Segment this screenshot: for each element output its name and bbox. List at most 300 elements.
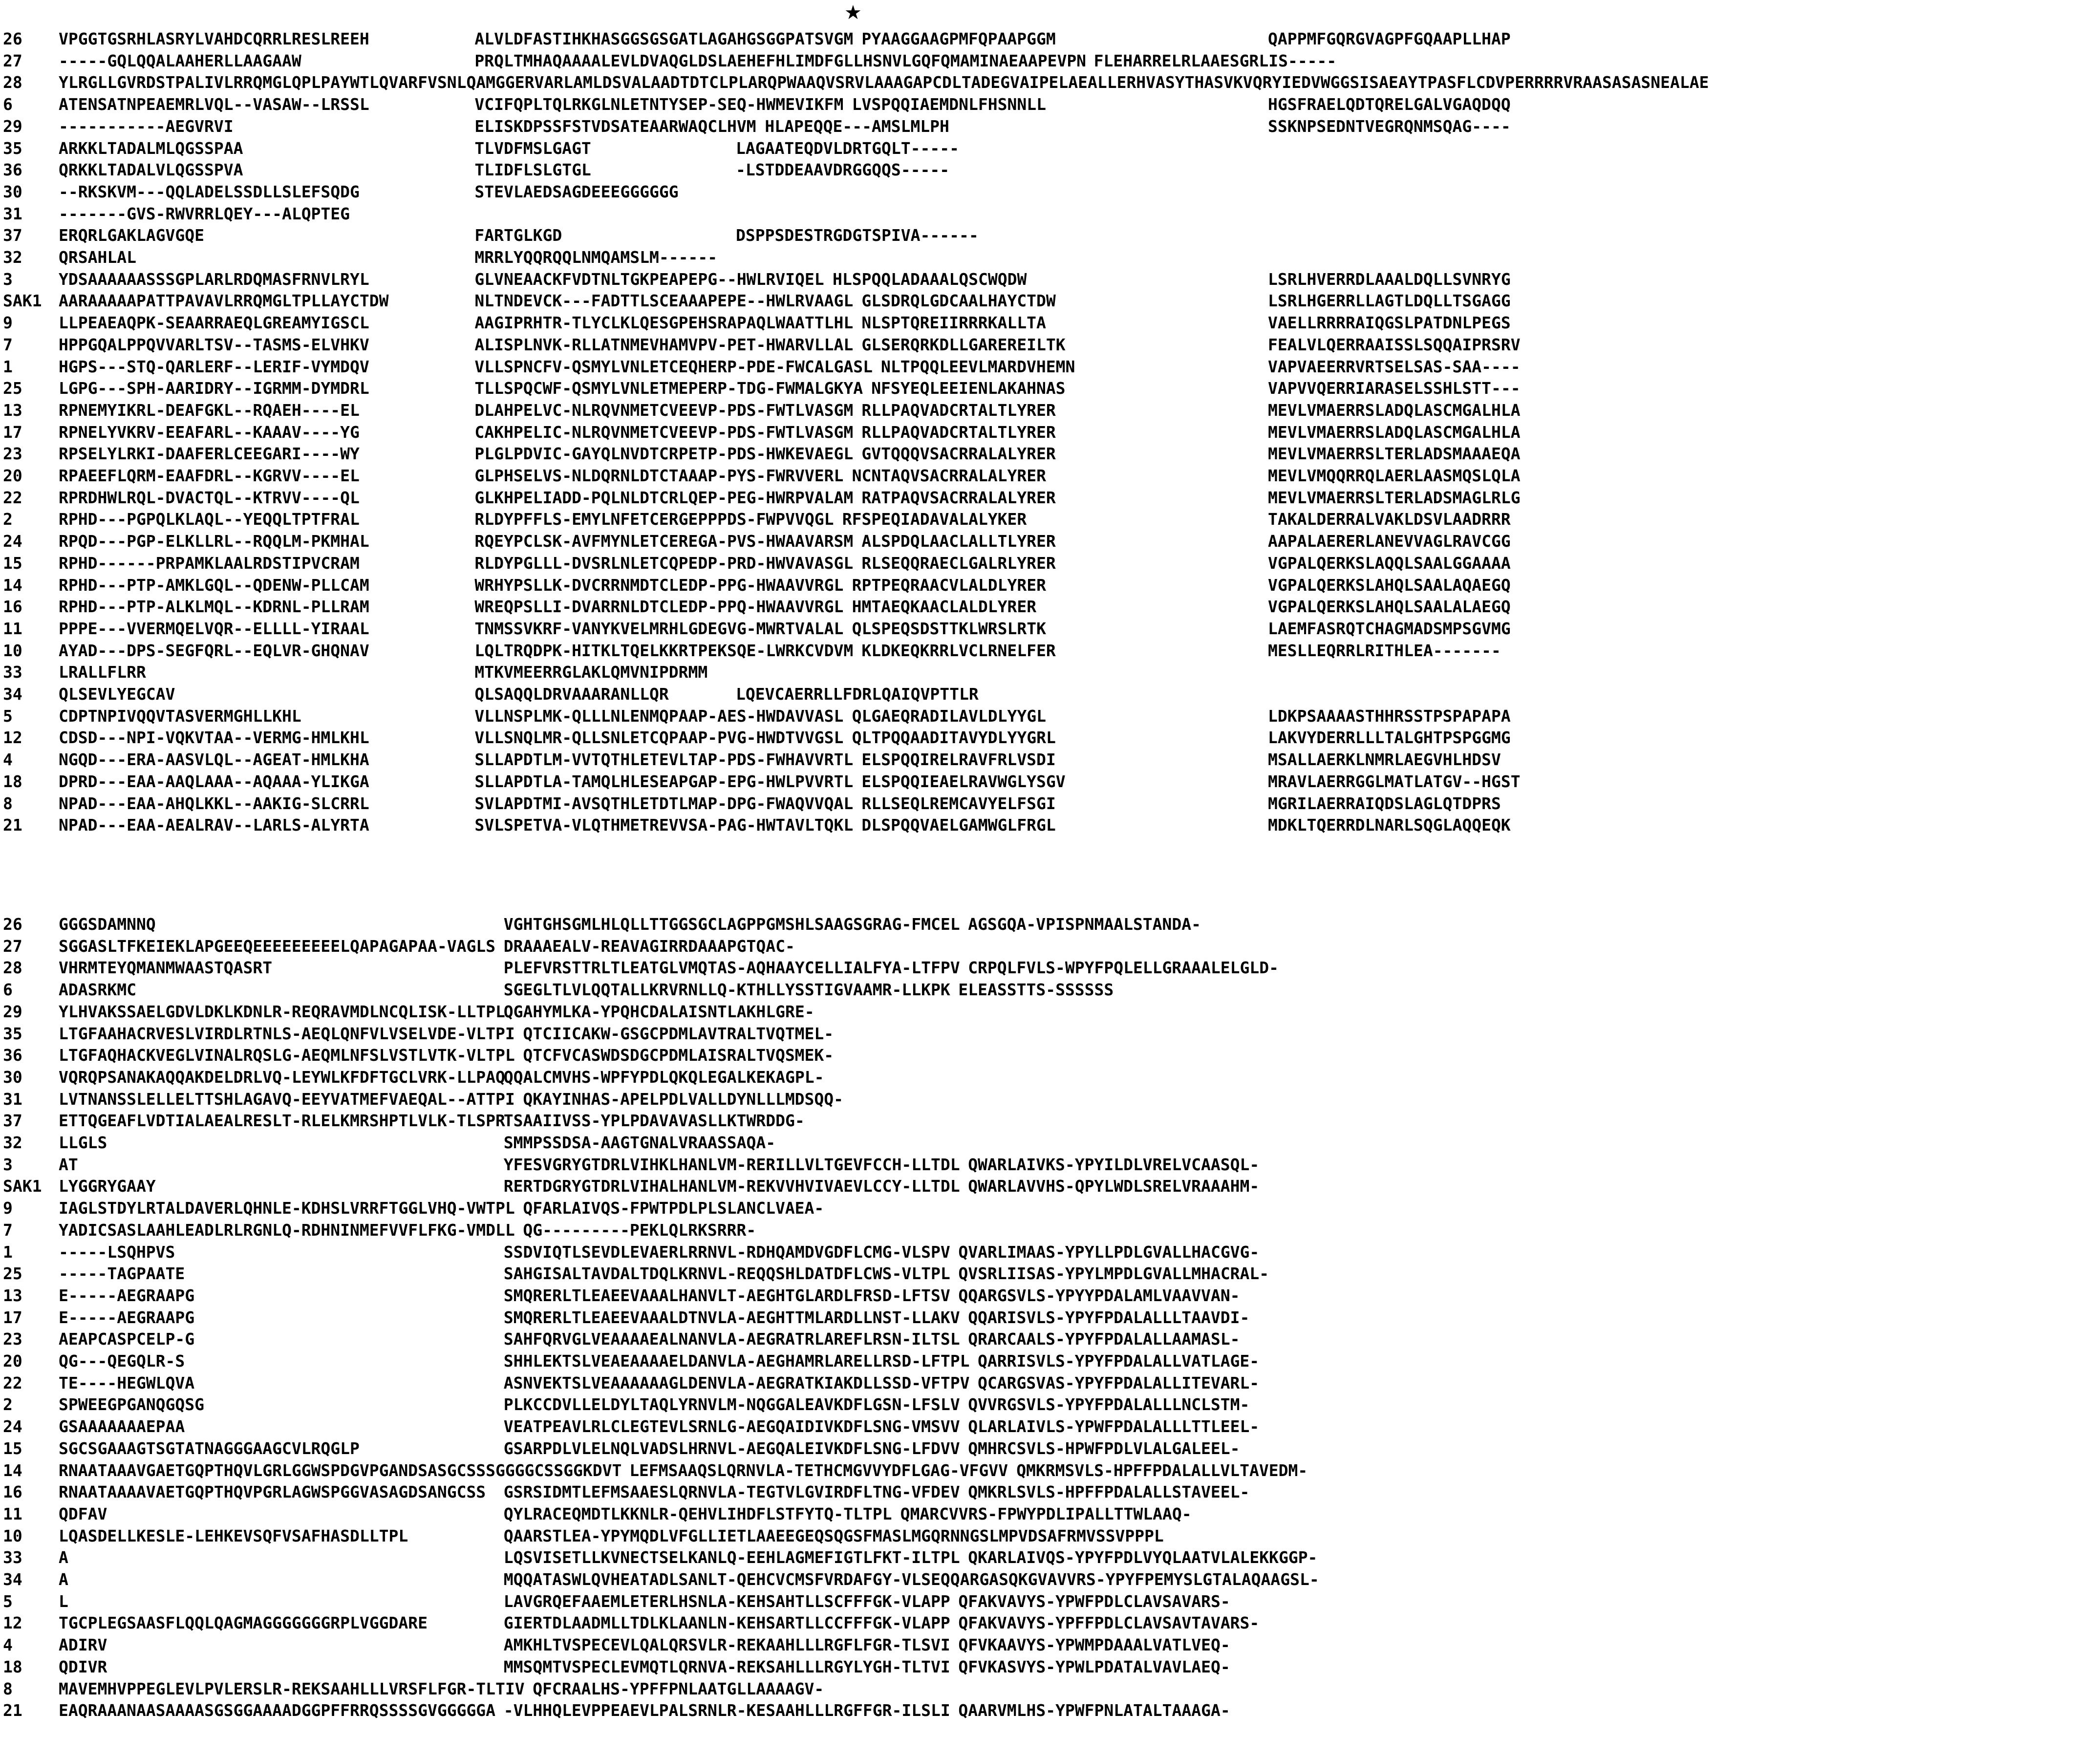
sequence-label: 36 [3, 1046, 22, 1065]
sequence-label: 10 [3, 641, 22, 660]
sequence-segment: LVTNANSSLELLELTTSHLAGAVQ-EEYVATMEFVAEQAL--ATTPI [59, 1089, 515, 1109]
alignment-row [0, 1394, 2100, 1415]
sequence-segment: VLLSPNCFV-QSMYLVNLETCEQHERP-PDE-FWCALGASL [474, 357, 873, 376]
sequence-segment: LLGLS [59, 1133, 107, 1152]
sequence-segment: SVLAPDTMI-AVSQTHLETDTLMAP-DPG-FWAQVVQAL [474, 793, 854, 813]
alignment-row [0, 1132, 2100, 1154]
sequence-segment: QG---------PEKLQLRKSRRR- [523, 1220, 756, 1240]
sequence-label: 15 [3, 1438, 22, 1458]
sequence-segment: QLSPEQSDSTTKLWRSLRTK [852, 619, 1046, 638]
sequence-segment: RERTDGRYGTDRLVIHALHANLVM-REKVVHVIVAEVLCCY-LLTDL [503, 1177, 960, 1196]
sequence-label: 1 [3, 357, 13, 376]
sequence-label: 26 [3, 915, 22, 934]
alignment-row [0, 575, 2100, 596]
alignment-row [0, 116, 2100, 137]
sequence-segment: DLSPQQVAELGAMWGLFRGL [861, 815, 1056, 835]
sequence-segment: SAHGISALTAVDALTDQLKRNVL-REQQSHLDATDFLCWS-VLTPL [503, 1264, 950, 1284]
alignment-row [0, 1634, 2100, 1656]
sequence-segment: SAHFQRVGLVEAAAAEALNANVLA-AEGRATRLAREFLRSN-ILTSL [503, 1329, 960, 1349]
sequence-segment: YLRGLLGVRDSTPALIVLRRQMGLQPLPAYWTLQVARFVSNLQAMGGERVARLAMLDSVALAADTDTCLPLARQPWAAQVSRVLAAAGAPCDLTADEGVAIPELAEALLERHVASYTHASVKVQRYIEDVWGGSISAEAYTPASFLCDVPERRRRVRAASASASNEALAE [59, 73, 1709, 92]
sequence-segment: -------GVS-RWVRRLQEY---ALQPTEG [59, 204, 350, 223]
sequence-segment: ETTQGEAFLVDTIALAEALRESLT-RLELKMRSHPTLVLK-TLSPR [59, 1111, 505, 1131]
sequence-segment: QLSEVLYEGCAV [59, 685, 175, 704]
alignment-row [0, 1023, 2100, 1045]
sequence-segment: HGPS---STQ-QARLERF--LERIF-VYMDQV [59, 357, 369, 376]
sequence-label: 5 [3, 1591, 13, 1611]
sequence-segment: HLSPQQLADAAALQSCWQDW [833, 269, 1027, 289]
sequence-segment: MQQATASWLQVHEATADLSANLT-QEHCVCMSFVRDAFGY-VLSEQQARGASQKGVAVVRS-YPYFPEMYSLGTALAQAAGSL- [503, 1570, 1319, 1589]
sequence-segment: VCIFQPLTQLRKGLNLETNTYSEP-SEQ-HWMEVIKFM [474, 95, 844, 114]
sequence-segment: MEVLVMQQRRQLAERLAASMQSLQLA [1268, 466, 1521, 485]
alignment-row [0, 1176, 2100, 1197]
sequence-segment: SLLAPDTLM-VVTQTHLETEVLTAP-PDS-FWHAVVRTL [474, 750, 854, 770]
sequence-segment: SVLSPETVA-VLQTHMETREVVSA-PAG-HWTAVLTQKL [474, 815, 854, 835]
sequence-segment: E-----AEGRAAPG [59, 1307, 195, 1327]
sequence-segment: STEVLAEDSAGDEEEGGGGGG [474, 182, 679, 201]
sequence-label: 17 [3, 422, 22, 442]
alignment-row [0, 706, 2100, 727]
sequence-segment: LQASDELLKESLE-LEHKEVSQFVSAFHASDLLTPL [59, 1526, 408, 1545]
sequence-segment: IAGLSTDYLRTALDAVERLQHNLE-KDHSLVRRFTGGLVHQ-VWTPL [59, 1199, 515, 1218]
alignment-row [0, 487, 2100, 509]
alignment-row [0, 400, 2100, 421]
sequence-segment: RFSPEQIADAVALALYKER [842, 510, 1027, 529]
sequence-segment: LRALLFLRR [59, 663, 146, 682]
sequence-segment: SLLAPDTLA-TAMQLHLESEAPGAP-EPG-HWLPVVRTL [474, 771, 854, 791]
alignment-row [0, 1481, 2100, 1503]
sequence-segment: VAELLRRRRAIQGSLPATDNLPEGS [1268, 313, 1511, 333]
sequence-segment: GGGSDAMNNQ [59, 915, 156, 934]
sequence-label: 4 [3, 750, 13, 770]
alignment-row [0, 509, 2100, 530]
sequence-segment: GLSERQRKDLLGAREREILTK [861, 335, 1066, 354]
sequence-label: 37 [3, 1111, 22, 1131]
sequence-label: 33 [3, 1548, 22, 1567]
alignment-row [0, 814, 2100, 836]
sequence-segment: NLTNDEVCK---FADTTLSCEAAAPEPE--HWLRVAAGL [474, 291, 854, 311]
sequence-segment: QVSRLIISAS-YPYLMPDLGVALLMHACRAL- [958, 1264, 1269, 1284]
sequence-segment: LEFMSAAQSLQRNVLA-TETHCMGVVYDFLGAG-VFGVV [629, 1460, 1008, 1480]
sequence-segment: QQALCMVHS-WPFYPDLQKQLEGALKEKAGPL- [503, 1067, 824, 1087]
sequence-label: 8 [3, 1679, 13, 1698]
sequence-segment: ADASRKMC [59, 980, 136, 1000]
sequence-segment: VHRMTEYQMANMWAASTQASRT [59, 958, 273, 978]
sequence-segment: NLSPTQREIIRRRKALLTA [861, 313, 1046, 333]
alignment-row [0, 225, 2100, 246]
sequence-segment: MEVLVMAERRSLTERLADSMAGLRLG [1268, 488, 1521, 507]
sequence-label: 29 [3, 116, 22, 136]
sequence-label: 20 [3, 466, 22, 485]
sequence-segment: WRHYPSLLK-DVCRRNMDTCLEDP-PPG-HWAAVVRGL [474, 575, 844, 595]
sequence-label: 36 [3, 160, 22, 180]
alignment-row [0, 1263, 2100, 1285]
alignment-row [0, 1612, 2100, 1634]
sequence-segment: QLTPQQAADITAVYDLYYGRL [852, 728, 1056, 748]
sequence-segment: NCNTAQVSACRRALALYRER [852, 466, 1046, 485]
sequence-segment: QFAKVAVYS-YPWFPDLCLAVSAVARS- [958, 1591, 1230, 1611]
sequence-segment: -LSTDDEAAVDRGGQQS----- [736, 160, 950, 180]
sequence-segment: TGCPLEGSAASFLQQLQAGMAGGGGGGGRPLVGGDARE [59, 1613, 428, 1633]
sequence-segment: MTKVMEERRGLAKLQMVNIPDRMM [474, 663, 708, 682]
sequence-label: 27 [3, 51, 22, 70]
sequence-label: 25 [3, 1264, 22, 1284]
sequence-segment: SGGASLTFKEIEKLAPGEEQEEEEEEEEELQAPAGAPAA-VAGLS [59, 936, 496, 956]
sequence-segment: QFARLAIVQS-FPWTPDLPLSLANCLVAEA- [523, 1199, 824, 1218]
sequence-label: 9 [3, 1199, 13, 1218]
sequence-segment: QARRISVLS-YPYFPDALALLVATLAGE- [978, 1351, 1260, 1371]
sequence-segment: VQRQPSANAKAQQAKDELDRLVQ-LEYWLKFDFTGCLVRK-LLPAQ [59, 1067, 505, 1087]
sequence-segment: QQARGSVLS-YPYYPDALAMLVAAVVAN- [958, 1286, 1240, 1305]
sequence-label: 30 [3, 182, 22, 201]
alignment-row [0, 1438, 2100, 1459]
sequence-label: 25 [3, 379, 22, 398]
sequence-segment: GSRSIDMTLEFMSAAESLQRNVLA-TEGTVLGVIRDFLTNG-VFDEV [503, 1482, 960, 1502]
sequence-segment: QRARCAALS-YPYFPDALALLAAMASL- [968, 1329, 1240, 1349]
alignment-row [0, 181, 2100, 203]
sequence-segment: HLAPEQQE---AMSLMLPH [765, 116, 949, 136]
sequence-segment: SGEGLTLVLQQTALLKRVRNLLQ-KTHLLYSSTIGVAAMR-LLKPK [503, 980, 950, 1000]
sequence-segment: LAEMFASRQTCHAGMADSMPSGVMG [1268, 619, 1511, 638]
sequence-segment: YLHVAKSSAELGDVLDKLKDNLR-REQRAVMDLNCQLISK-LLTPL [59, 1002, 505, 1021]
sequence-segment: TLIDFLSLGTGL [474, 160, 591, 180]
sequence-segment: QFCRAALHS-YPFFPNLAATGLLAAAAGV- [533, 1679, 824, 1698]
sequence-segment: ALSPDQLAACLALLTLYRER [861, 532, 1056, 551]
sequence-label: 13 [3, 400, 22, 420]
sequence-segment: RPQD---PGP-ELKLLRL--RQQLM-PKMHAL [59, 532, 369, 551]
sequence-segment: VGHTGHSGMLHLQLLTTGGSGCLAGPPGMSHLSAAGSGRAG-FMCEL [503, 915, 960, 934]
sequence-segment: RLLPAQVADCRTALTLYRER [861, 422, 1056, 442]
alignment-row [0, 793, 2100, 814]
alignment-row [0, 356, 2100, 378]
sequence-segment: LQEVCAERRLLFDRLQAIQVPTTLR [736, 685, 979, 704]
sequence-segment: TAKALDERRALVAKLDSVLAADRRR [1268, 510, 1511, 529]
alignment-row [0, 1569, 2100, 1590]
sequence-label: 24 [3, 532, 22, 551]
alignment-block-1 [0, 28, 2100, 841]
sequence-label: 8 [3, 793, 13, 813]
sequence-segment: VPGGTGSRHLASRYLVAHDCQRRLRESLREEH [59, 29, 369, 48]
alignment-row [0, 159, 2100, 181]
sequence-segment: TE----HEGWLQVA [59, 1373, 195, 1393]
sequence-segment: LGPG---SPH-AARIDRY--IGRMM-DYMDRL [59, 379, 369, 398]
sequence-segment: QRKKLTADALVLQGSSPVA [59, 160, 243, 180]
sequence-label: 11 [3, 619, 22, 638]
sequence-segment: LVSPQQIAEMDNLFHSNNLL [852, 95, 1046, 114]
sequence-segment: QAARSTLEA-YPYMQDLVFGLLIETLAAEEGEQSQGSFMASLMGQRNNGSLMPVDSAFRMVSSVPPPL [503, 1526, 1164, 1545]
sequence-label: 17 [3, 1307, 22, 1327]
sequence-segment: QLARLAIVLS-YPWFPDALALLLTTLEEL- [968, 1417, 1260, 1436]
sequence-label: 20 [3, 1351, 22, 1371]
sequence-label: 2 [3, 510, 13, 529]
sequence-segment: LAGAATEQDVLDRTGQLT----- [736, 138, 959, 158]
sequence-segment: AAGIPRHTR-TLYCLKLQESGPEHSRAPAQLWAATTLHL [474, 313, 854, 333]
alignment-row [0, 640, 2100, 662]
sequence-segment: CAKHPELIC-NLRQVNMETCVEEVP-PDS-FWTLVASGM [474, 422, 854, 442]
sequence-segment: RNAATAAAVGAETGQPTHQVLGRLGGWSPDGVPGANDSASGCSSSGGGGCSSGGKDVT [59, 1460, 622, 1480]
sequence-segment: QYLRACEQMDTLKKNLR-QEHVLIHDFLSTFYTQ-TLTPL [503, 1504, 892, 1523]
alignment-row [0, 247, 2100, 268]
alignment-row [0, 957, 2100, 979]
sequence-segment: RLSEQQRAECLGALRLYRER [861, 553, 1056, 573]
alignment-row [0, 596, 2100, 618]
alignment-row [0, 1242, 2100, 1263]
sequence-segment: AARAAAAAPATTPAVAVLRRQMGLTPLLAYCTDW [59, 291, 389, 311]
sequence-segment: AGSGQA-VPISPNMAALSTANDA- [968, 915, 1201, 934]
sequence-segment: QMKRLSVLS-HPFFPDALALLSTAVEEL- [968, 1482, 1250, 1502]
alignment-row [0, 684, 2100, 705]
sequence-segment: VAPVAEERRVRTSELSAS-SAA---- [1268, 357, 1521, 376]
sequence-segment: A [59, 1570, 68, 1589]
sequence-label: 24 [3, 1417, 22, 1436]
alignment-row [0, 94, 2100, 115]
alignment-row [0, 1154, 2100, 1176]
sequence-segment: QGAHYMLKA-YPQHCDALAISNTLAKHLGRE- [503, 1002, 814, 1021]
sequence-segment: RPNELYVKRV-EEAFARL--KAAAV----YG [59, 422, 360, 442]
sequence-segment: ALVLDFASTIHKHASGGSGSGATLAGAHGSGGPATSVGM [474, 29, 854, 48]
alignment-row [0, 334, 2100, 356]
sequence-label: 31 [3, 204, 22, 223]
alignment-row [0, 1591, 2100, 1612]
sequence-label: SAK1 [3, 291, 42, 311]
alignment-row [0, 203, 2100, 225]
alignment-row [0, 1001, 2100, 1023]
sequence-segment: AEAPCASPCELP-G [59, 1329, 195, 1349]
sequence-segment: ELEASSTTS-SSSSSS [958, 980, 1114, 1000]
sequence-segment: DRAAAEALV-REAVAGIRRDAAAPGTQAC- [503, 936, 795, 956]
sequence-segment: RPRDHWLRQL-DVACTQL--KTRVV----QL [59, 488, 360, 507]
sequence-segment: -----GQLQQALAAHERLLAAGAAW [59, 51, 301, 70]
alignment-row [0, 1067, 2100, 1088]
sequence-segment: RPHD---PTP-ALKLMQL--KDRNL-PLLRAM [59, 597, 369, 617]
sequence-segment: ERQRLGAKLAGVGQE [59, 226, 205, 245]
sequence-label: 27 [3, 936, 22, 956]
sequence-segment: VLLNSPLMK-QLLLNLENMQPAAP-AES-HWDAVVASL [474, 706, 844, 726]
sequence-segment: YFESVGRYGTDRLVIHKLHANLVM-RERILLVLTGEVFCCH-LLTDL [503, 1155, 960, 1174]
sequence-segment: SMQRERLTLEAEEVAAALHANVLT-AEGHTGLARDLFRSD-LFTSV [503, 1286, 950, 1305]
sequence-segment: RLLSEQLREMCAVYELFSGI [861, 793, 1056, 813]
sequence-segment: TNMSSVKRF-VANYKVELMRHLGDEGVG-MWRTVALAL [474, 619, 844, 638]
sequence-segment: RNAATAAAAVAETGQPTHQVPGRLAGWSPGGVASAGDSANGCSS [59, 1482, 486, 1502]
alignment-row [0, 1547, 2100, 1568]
sequence-segment: PPPE---VVERMQELVQR--ELLLL-YIRAAL [59, 619, 369, 638]
alignment-row [0, 936, 2100, 957]
alignment-row [0, 771, 2100, 793]
sequence-segment: MEVLVMAERRSLADQLASCMGALHLA [1268, 400, 1521, 420]
sequence-segment: QLGAEQRADILAVLDLYYGL [852, 706, 1046, 726]
sequence-segment: MRAVLAERRGGLMATLATGV--HGST [1268, 771, 1521, 791]
sequence-segment: PLGLPDVIC-GAYQLNVDTCRPETP-PDS-HWKEVAEGL [474, 444, 854, 464]
sequence-label: 9 [3, 313, 13, 333]
sequence-segment: SSKNPSEDNTVEGRQNMSQAG---- [1268, 116, 1511, 136]
sequence-label: 15 [3, 553, 22, 573]
sequence-segment: ELSPQQIEAELRAVWGLYSGV [861, 771, 1066, 791]
sequence-segment: ASNVEKTSLVEAAAAAAGLDENVLA-AEGRATKIAKDLLSSD-VFTPV [503, 1373, 970, 1393]
sequence-segment: LAVGRQEFAAEMLETERLHSNLA-KEHSAHTLLSCFFFGK-VLAPP [503, 1591, 950, 1611]
sequence-label: 6 [3, 95, 13, 114]
sequence-segment: RATPAQVSACRRALALYRER [861, 488, 1056, 507]
alignment-row [0, 1372, 2100, 1394]
sequence-segment: FEALVLQERRAAISSLSQQAIPRSRV [1268, 335, 1521, 354]
alignment-row [0, 312, 2100, 334]
alignment-row [0, 1328, 2100, 1350]
sequence-segment: RLLPAQVADCRTALTLYRER [861, 400, 1056, 420]
sequence-label: 22 [3, 1373, 22, 1393]
sequence-label: 7 [3, 1220, 13, 1240]
sequence-segment: LQLTRQDPK-HITKLTQELKKRTPEKSQE-LWRKCVDVM [474, 641, 854, 660]
alignment-row [0, 1089, 2100, 1110]
sequence-segment: TLVDFMSLGAGT [474, 138, 591, 158]
sequence-label: 4 [3, 1635, 13, 1655]
sequence-segment: PLKCCDVLLELDYLTAQLYRNVLM-NQGGALEAVKDFLGSN-LFSLV [503, 1395, 960, 1414]
sequence-segment: GVTQQQVSACRRALALYRER [861, 444, 1056, 464]
sequence-label: 2 [3, 1395, 13, 1414]
sequence-label: 26 [3, 29, 22, 48]
alignment-row [0, 138, 2100, 159]
sequence-label: 14 [3, 1460, 22, 1480]
alignment-row [0, 618, 2100, 640]
sequence-segment: CRPQLFVLS-WPYFPQLELLGRAAALELGLD- [968, 958, 1279, 978]
sequence-label: SAK1 [3, 1177, 42, 1196]
sequence-segment: AMKHLTVSPECEVLQALQRSVLR-REKAAHLLLRGFLFGR-TLSVI [503, 1635, 950, 1655]
sequence-segment: WREQPSLLI-DVARRNLDTCLEDP-PPQ-HWAAVVRGL [474, 597, 844, 617]
sequence-segment: QFAKVAVYS-YPFFPDLCLAVSAVTAVARS- [958, 1613, 1260, 1633]
sequence-segment: QTCFVCASWDSDGCPDMLAISRALTVQSMEK- [523, 1046, 834, 1065]
sequence-label: 16 [3, 1482, 22, 1502]
alignment-row [0, 269, 2100, 290]
sequence-segment: QMHRCSVLS-HPWFPDLVLALGALEEL- [968, 1438, 1240, 1458]
sequence-label: 23 [3, 1329, 22, 1349]
sequence-segment: RPHD---PGPQLKLAQL--YEQQLTPTFRAL [59, 510, 360, 529]
sequence-segment: LYGGRYGAAY [59, 1177, 156, 1196]
sequence-label: 35 [3, 1024, 22, 1043]
sequence-segment: NPAD---EAA-AHQLKKL--AAKIG-SLCRRL [59, 793, 369, 813]
sequence-segment: VGPALQERKSLAHQLSAALALAEGQ [1268, 597, 1511, 617]
sequence-segment: NGQD---ERA-AASVLQL--AGEAT-HMLKHA [59, 750, 369, 770]
sequence-segment: MSALLAERKLNMRLAEGVHLHDSV [1268, 750, 1501, 770]
sequence-label: 14 [3, 575, 22, 595]
sequence-label: 16 [3, 597, 22, 617]
sequence-label: 18 [3, 1657, 22, 1676]
sequence-segment: LSRLHGERRLLAGTLDQLLTSGAGG [1268, 291, 1511, 311]
sequence-segment: GLPHSELVS-NLDQRNLDTCTAAAP-PYS-FWRVVERL [474, 466, 844, 485]
alignment-row [0, 50, 2100, 72]
sequence-segment: VGPALQERKSLAQQLSAALGGAAAA [1268, 553, 1511, 573]
alignment-row [0, 749, 2100, 771]
sequence-segment: GLSDRQLGDCAALHAYCTDW [861, 291, 1056, 311]
sequence-label: 6 [3, 980, 13, 1000]
alignment-row [0, 1198, 2100, 1219]
sequence-segment: QVARLIMAAS-YPYLLPDLGVALLHACGVG- [958, 1242, 1260, 1262]
alignment-row [0, 1416, 2100, 1437]
sequence-label: 23 [3, 444, 22, 464]
sequence-segment: ELSPQQIRELRAVFRLVSDI [861, 750, 1056, 770]
alignment-row [0, 662, 2100, 683]
sequence-segment: AAPALAERERLANEVVAGLRAVCGG [1268, 532, 1511, 551]
alignment-row [0, 290, 2100, 312]
sequence-segment: TSAAIIVSS-YPLPDAVAVASLLKTWRDDG- [503, 1111, 805, 1131]
sequence-label: 18 [3, 771, 22, 791]
sequence-segment: QDFAV [59, 1504, 107, 1523]
alignment-row [0, 1045, 2100, 1066]
sequence-segment: HMTAEQKAACLALDLYRER [852, 597, 1037, 617]
sequence-segment: ELISKDPSSFSTVDSATEAARWAQCLHVM [474, 116, 756, 136]
sequence-segment: QKAYINHAS-APELPDLVALLDYNLLLMDSQQ- [523, 1089, 844, 1109]
sequence-segment: RQEYPCLSK-AVFMYNLETCEREGA-PVS-HWAAVARSM [474, 532, 854, 551]
alignment-row [0, 1285, 2100, 1307]
alignment-row [0, 422, 2100, 443]
marker-star-icon: ★ [844, 1, 862, 24]
sequence-segment: -----TAGPAATE [59, 1264, 185, 1284]
sequence-segment: NLTPQQLEEVLMARDVHEMN [881, 357, 1075, 376]
sequence-segment: LSRLHVERRDLAAALDQLLSVNRYG [1268, 269, 1511, 289]
sequence-segment: AT [59, 1155, 78, 1174]
sequence-segment: MESLLEQRRLRITHLEA------- [1268, 641, 1501, 660]
sequence-segment: TLLSPQCWF-QSMYLVNLETMEPERP-TDG-FWMALGKYA [474, 379, 863, 398]
sequence-segment: MMSQMTVSPECLEVMQTLQRNVA-REKSAHLLLRGYLYGH-TLTVI [503, 1657, 950, 1676]
alignment-row [0, 531, 2100, 552]
sequence-segment: LQSVISETLLKVNECTSELKANLQ-EEHLAGMEFIGTLFKT-ILTPL [503, 1548, 960, 1567]
sequence-segment: FLEHARRELRLAAESGRLIS----- [1093, 51, 1337, 70]
sequence-segment: ALISPLNVK-RLLATNMEVHAMVPV-PET-HWARVLLAL [474, 335, 854, 354]
sequence-label: 34 [3, 685, 22, 704]
sequence-segment: GLKHPELIADD-PQLNLDTCRLQEP-PEG-HWRPVALAM [474, 488, 854, 507]
sequence-label: 31 [3, 1089, 22, 1109]
sequence-segment: NPAD---EAA-AEALRAV--LARLS-ALYRTA [59, 815, 369, 835]
sequence-segment: RLDYPGLLL-DVSRLNLETCQPEDP-PRD-HWVAVASGL [474, 553, 854, 573]
sequence-segment: QQARISVLS-YPYFPDALALLLTAAVDI- [968, 1307, 1250, 1327]
sequence-label: 12 [3, 1613, 22, 1633]
sequence-label: 28 [3, 73, 22, 92]
sequence-segment: A [59, 1548, 68, 1567]
alignment-row [0, 979, 2100, 1001]
sequence-label: 32 [3, 1133, 22, 1152]
sequence-label: 3 [3, 269, 13, 289]
sequence-segment: SGCSGAAAGTSGTATNAGGGAAGCVLRQGLP [59, 1438, 360, 1458]
sequence-segment: MDKLTQERRDLNARLSQGLAQQEQK [1268, 815, 1511, 835]
alignment-block-2 [0, 914, 2100, 1727]
sequence-segment: SSDVIQTLSEVDLEVAERLRRNVL-RDHQAMDVGDFLCMG-VLSPV [503, 1242, 950, 1262]
sequence-segment: LDKPSAAAASTHHRSSTPSPAPAPA [1268, 706, 1511, 726]
sequence-label: 33 [3, 663, 22, 682]
sequence-label: 37 [3, 226, 22, 245]
sequence-segment: FARTGLKGD [474, 226, 562, 245]
sequence-segment: KLDKEQKRRLVCLRNELFER [861, 641, 1056, 660]
sequence-label: 34 [3, 1570, 22, 1589]
alignment-row [0, 1525, 2100, 1547]
sequence-segment: ADIRV [59, 1635, 107, 1655]
alignment-row [0, 1700, 2100, 1721]
alignment-row [0, 1503, 2100, 1525]
sequence-label: 7 [3, 335, 13, 354]
sequence-label: 21 [3, 1701, 22, 1720]
sequence-segment: NFSYEQLEEIENLAKAHNAS [871, 379, 1066, 398]
sequence-label: 29 [3, 1002, 22, 1021]
sequence-segment: RLDYPFFLS-EMYLNFETCERGEPPPDS-FWPVVQGL [474, 510, 834, 529]
sequence-label: 11 [3, 1504, 22, 1523]
sequence-segment: HPPGQALPPQVVARLTSV--TASMS-ELVHKV [59, 335, 369, 354]
sequence-segment: QRSAHLAL [59, 248, 136, 267]
sequence-segment: RPSELYLRKI-DAAFERLCEEGARI----WY [59, 444, 360, 464]
sequence-segment: QTCIICAKW-GSGCPDMLAVTRALTVQTMEL- [523, 1024, 834, 1043]
sequence-segment: SMMPSSDSA-AAGTGNALVRAASSAQA- [503, 1133, 776, 1152]
sequence-segment: -----LSQHPVS [59, 1242, 175, 1262]
sequence-label: 10 [3, 1526, 22, 1545]
sequence-label: 3 [3, 1155, 13, 1174]
alignment-row [0, 443, 2100, 465]
sequence-segment: RPHD---PTP-AMKLGQL--QDENW-PLLCAM [59, 575, 369, 595]
sequence-segment: SMQRERLTLEAEEVAAALDTNVLA-AEGHTTMLARDLLNST-LLAKV [503, 1307, 960, 1327]
alignment-row [0, 1678, 2100, 1700]
